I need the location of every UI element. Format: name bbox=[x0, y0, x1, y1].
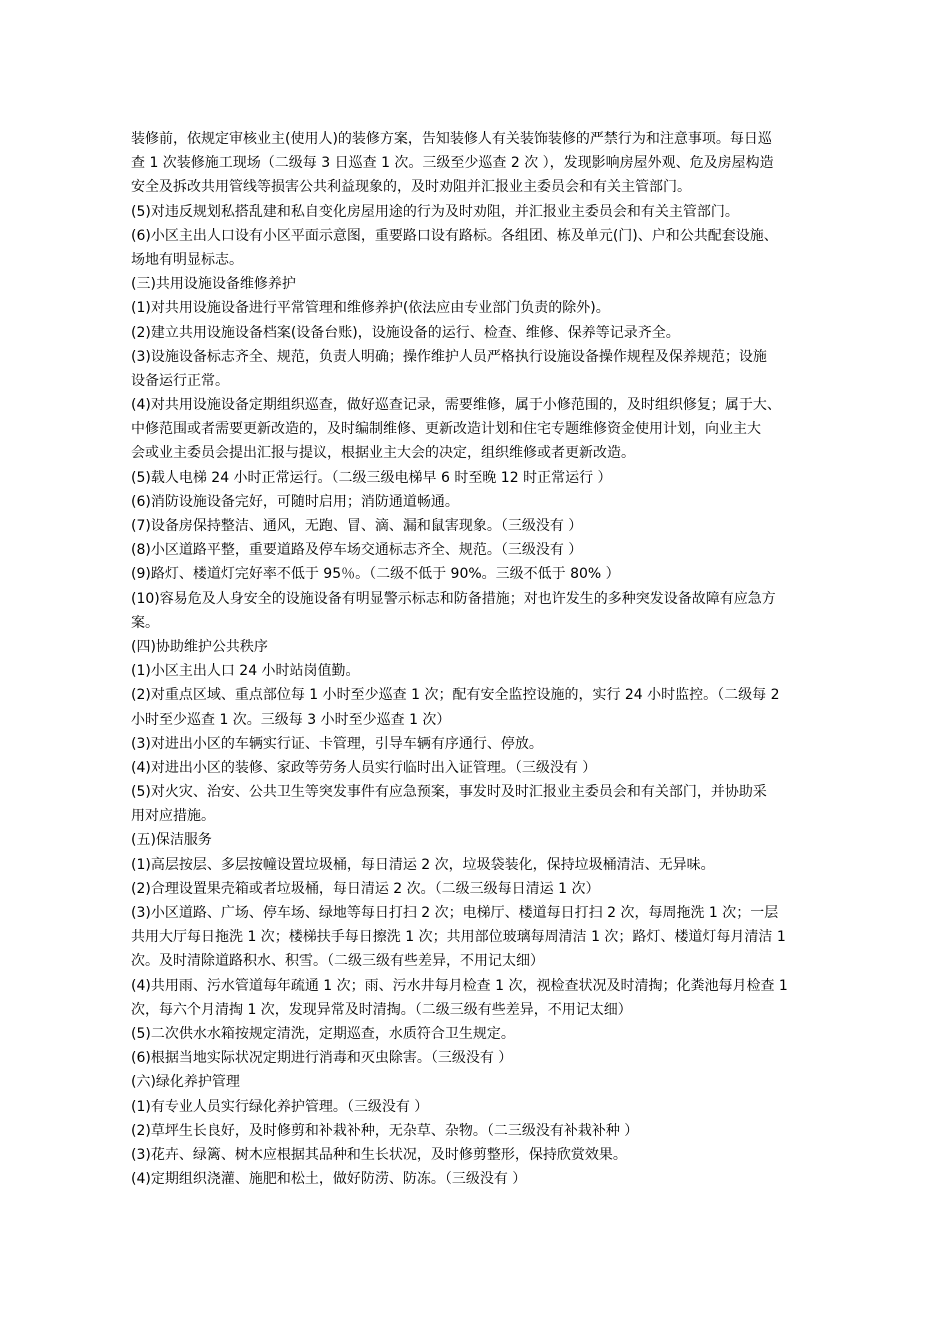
text-line: 会或业主委员会提出汇报与提议，根据业主大会的决定，组织维修或者更新改造。 bbox=[131, 445, 635, 462]
text-line: (3)对进出小区的车辆实行证、卡管理，引导车辆有序通行、停放。 bbox=[131, 735, 543, 752]
section-heading: (六)绿化养护管理 bbox=[131, 1074, 240, 1091]
text-line: (1)高层按层、多层按幢设置垃圾桶，每日清运 2 次，垃圾袋装化，保持垃圾桶清洁、无异味。 bbox=[131, 856, 715, 873]
text-line: (4)共用雨、污水管道每年疏通 1 次；雨、污水井每月检查 1 次，视检查状况及时清掏；化粪池每月检查 1 bbox=[131, 977, 788, 994]
text-line: 用对应措施。 bbox=[131, 808, 215, 825]
text-line: (1)对共用设施设备进行平常管理和维修养护(依法应由专业部门负责的除外)。 bbox=[131, 300, 610, 317]
text-line: (1)有专业人员实行绿化养护管理。（三级没有 ） bbox=[131, 1098, 429, 1115]
text-line: 共用大厅每日拖洗 1 次；楼梯扶手每日擦洗 1 次；共用部位玻璃每周清洁 1 次；路灯、楼道灯每月清洁 1 bbox=[131, 929, 786, 946]
section-heading: (五)保洁服务 bbox=[131, 832, 212, 849]
text-line: 安全及拆改共用管线等损害公共利益现象的，及时劝阻并汇报业主委员会和有关主管部门。 bbox=[131, 179, 691, 196]
text-line: 装修前，依规定审核业主(使用人)的装修方案，告知装修人有关装饰装修的严禁行为和注意事项。每日巡 bbox=[131, 131, 772, 147]
text-line: (3)花卉、绿篱、树木应根据其品种和生长状况，及时修剪整形，保持欣赏效果。 bbox=[131, 1146, 627, 1163]
text-line: (5)对违反规划私搭乱建和私自变化房屋用途的行为及时劝阻，并汇报业主委员会和有关主管部门。 bbox=[131, 203, 739, 220]
text-line: 场地有明显标志。 bbox=[131, 251, 243, 268]
text-line: (5)载人电梯 24 小时正常运行。（二级三级电梯早 6 时至晚 12 时正常运行 ） bbox=[131, 469, 612, 486]
text-line: (2)草坪生长良好，及时修剪和补栽补种，无杂草、杂物。（二三级没有补栽补种 ） bbox=[131, 1122, 639, 1139]
text-line: (4)对进出小区的装修、家政等劳务人员实行临时出入证管理。（三级没有 ） bbox=[131, 759, 597, 776]
text-line: (5)二次供水水箱按规定清洗，定期巡查，水质符合卫生规定。 bbox=[131, 1025, 515, 1042]
text-line: 中修范围或者需要更新改造的，及时编制维修、更新改造计划和住宅专题维修资金使用计划，向业主大 bbox=[131, 421, 761, 438]
text-line: 案。 bbox=[131, 614, 159, 631]
text-line: 次，每六个月清掏 1 次，发现异常及时清掏。（二级三级有些差异，不用记太细） bbox=[131, 1001, 632, 1018]
text-line: (7)设备房保持整洁、通风，无跑、冒、滴、漏和鼠害现象。（三级没有 ） bbox=[131, 518, 583, 534]
document-body bbox=[131, 127, 866, 1191]
text-line: (6)根据当地实际状况定期进行消毒和灭虫除害。（三级没有 ） bbox=[131, 1050, 513, 1067]
text-line: (8)小区道路平整，重要道路及停车场交通标志齐全、规范。（三级没有 ） bbox=[131, 542, 583, 559]
text-line: (10)容易危及人身安全的设施设备有明显警示标志和防备措施；对也许发生的多种突发设备故障有应急方 bbox=[131, 590, 776, 607]
text-line: (9)路灯、楼道灯完好率不低于 95％。（二级不低于 90%。三级不低于 80% ） bbox=[131, 566, 620, 583]
text-line: (6)消防设施设备完好，可随时启用；消防通道畅通。 bbox=[131, 493, 459, 510]
text-line: 设备运行正常。 bbox=[131, 372, 229, 389]
text-line: (3)设施设备标志齐全、规范，负责人明确；操作维护人员严格执行设施设备操作规程及保养规范；设施 bbox=[131, 348, 767, 365]
section-heading: (三)共用设施设备维修养护 bbox=[131, 276, 296, 293]
text-line: (6)小区主出人口设有小区平面示意图，重要路口设有路标。各组团、栋及单元(门)、户和公共配套设施、 bbox=[131, 227, 778, 244]
text-line: (5)对火灾、治安、公共卫生等突发事件有应急预案，事发时及时汇报业主委员会和有关部门，并协助采 bbox=[131, 784, 767, 801]
text-line: (2)合理设置果壳箱或者垃圾桶，每日清运 2 次。（二级三级每日清运 1 次） bbox=[131, 880, 600, 897]
text-line: 查 1 次装修施工现场（二级每 3 日巡查 1 次。三级至少巡查 2 次 ），发现影响房屋外观、危及房屋构造 bbox=[131, 155, 774, 172]
text-line: (3)小区道路、广场、停车场、绿地等每日打扫 2 次；电梯厅、楼道每日打扫 2 次，每周拖洗 1 次；一层 bbox=[131, 905, 779, 921]
text-line: (2)建立共用设施设备档案(设备台账)，设施设备的运行、检查、维修、保养等记录齐全。 bbox=[131, 324, 680, 341]
text-line: 小时至少巡查 1 次。三级每 3 小时至少巡查 1 次） bbox=[131, 711, 451, 728]
text-line: (1)小区主出人口 24 小时站岗值勤。 bbox=[131, 663, 360, 680]
section-heading: (四)协助维护公共秩序 bbox=[131, 638, 268, 655]
text-line: (2)对重点区域、重点部位每 1 小时至少巡查 1 次；配有安全监控设施的，实行 24 小时监控。（二级每 2 bbox=[131, 687, 780, 704]
text-line: 次。及时清除道路积水、积雪。（二级三级有些差异，不用记太细） bbox=[131, 953, 544, 970]
text-line: (4)对共用设施设备定期组织巡查，做好巡查记录，需要维修，属于小修范围的，及时组织修复；属于大、 bbox=[131, 397, 781, 414]
text-line: (4)定期组织浇灌、施肥和松土，做好防涝、防冻。（三级没有 ） bbox=[131, 1171, 527, 1188]
